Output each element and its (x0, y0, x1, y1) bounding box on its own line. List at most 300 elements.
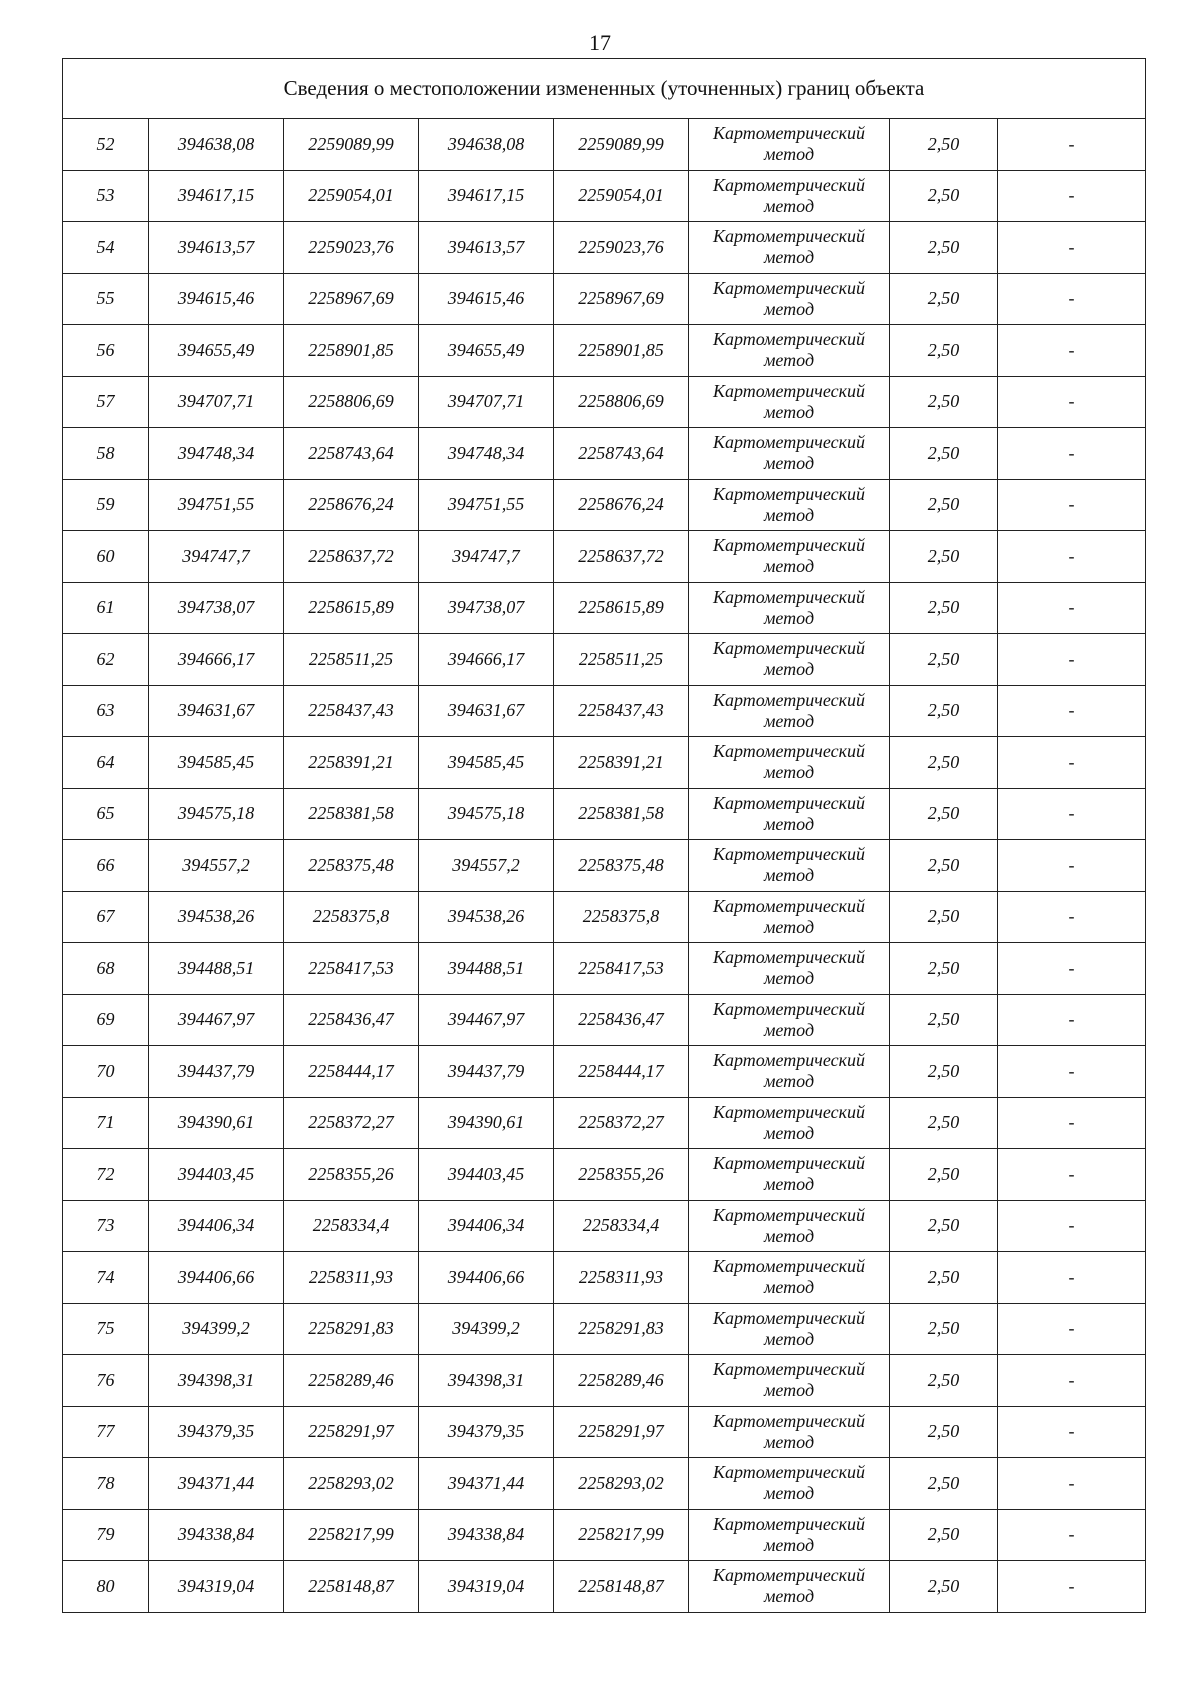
method-line-2: метод (763, 865, 815, 886)
method-line-1: Картометрический (712, 1565, 865, 1586)
method-line-2: метод (763, 247, 815, 268)
existing-x-cell: 394403,45 (149, 1149, 284, 1201)
table-row (63, 582, 1146, 634)
table-row (63, 531, 1146, 583)
method-cell (689, 376, 890, 428)
existing-x-cell: 394613,57 (149, 222, 284, 274)
accuracy-cell: 2,50 (890, 1509, 998, 1561)
table-row (63, 788, 1146, 840)
method-line-2: метод (763, 556, 815, 577)
existing-y-cell: 2258334,4 (284, 1200, 419, 1252)
note-cell: - (998, 891, 1146, 943)
note-cell: - (998, 1509, 1146, 1561)
existing-y-cell: 2258291,97 (284, 1406, 419, 1458)
refined-x-cell: 394751,55 (419, 479, 554, 531)
method-line-1: Картометрический (712, 329, 865, 350)
accuracy-cell: 2,50 (890, 1046, 998, 1098)
point-number-cell: 61 (63, 582, 149, 634)
refined-y-cell: 2258444,17 (554, 1046, 689, 1098)
refined-x-cell: 394613,57 (419, 222, 554, 274)
existing-y-cell: 2258381,58 (284, 788, 419, 840)
refined-x-cell: 394403,45 (419, 1149, 554, 1201)
coordinates-table (62, 58, 1146, 1613)
table-row (63, 376, 1146, 428)
existing-y-cell: 2258355,26 (284, 1149, 419, 1201)
refined-y-cell: 2258291,83 (554, 1303, 689, 1355)
method-line-1: Картометрический (712, 277, 865, 298)
note-cell: - (998, 1097, 1146, 1149)
refined-x-cell: 394631,67 (419, 685, 554, 737)
existing-x-cell: 394615,46 (149, 273, 284, 325)
method-line-2: метод (763, 1225, 815, 1246)
existing-x-cell: 394585,45 (149, 737, 284, 789)
accuracy-cell: 2,50 (890, 582, 998, 634)
accuracy-cell: 2,50 (890, 428, 998, 480)
table-row (63, 273, 1146, 325)
existing-y-cell: 2258437,43 (284, 685, 419, 737)
method-line-2: метод (763, 813, 815, 834)
existing-y-cell: 2258375,48 (284, 840, 419, 892)
existing-y-cell: 2258375,8 (284, 891, 419, 943)
note-cell: - (998, 119, 1146, 171)
refined-x-cell: 394437,79 (419, 1046, 554, 1098)
method-line-1: Картометрический (712, 689, 865, 710)
note-cell: - (998, 1200, 1146, 1252)
method-line-1: Картометрический (712, 586, 865, 607)
table-row (63, 1046, 1146, 1098)
method-cell (689, 1406, 890, 1458)
point-number-cell: 62 (63, 634, 149, 686)
refined-y-cell: 2258511,25 (554, 634, 689, 686)
refined-y-cell: 2258417,53 (554, 943, 689, 995)
accuracy-cell: 2,50 (890, 788, 998, 840)
method-line-1: Картометрический (712, 1101, 865, 1122)
existing-y-cell: 2259054,01 (284, 170, 419, 222)
method-line-2: метод (763, 1534, 815, 1555)
existing-x-cell: 394338,84 (149, 1509, 284, 1561)
accuracy-cell: 2,50 (890, 479, 998, 531)
refined-x-cell: 394319,04 (419, 1561, 554, 1613)
method-line-1: Картометрический (712, 1050, 865, 1071)
existing-y-cell: 2258637,72 (284, 531, 419, 583)
note-cell: - (998, 1149, 1146, 1201)
method-cell (689, 1149, 890, 1201)
method-line-2: метод (763, 659, 815, 680)
method-cell (689, 582, 890, 634)
note-cell: - (998, 1355, 1146, 1407)
existing-x-cell: 394398,31 (149, 1355, 284, 1407)
method-line-1: Картометрический (712, 792, 865, 813)
note-cell: - (998, 273, 1146, 325)
accuracy-cell: 2,50 (890, 1252, 998, 1304)
existing-x-cell: 394399,2 (149, 1303, 284, 1355)
table-row (63, 222, 1146, 274)
method-line-2: метод (763, 350, 815, 371)
method-line-1: Картометрический (712, 1204, 865, 1225)
point-number-cell: 72 (63, 1149, 149, 1201)
method-line-1: Картометрический (712, 174, 865, 195)
point-number-cell: 74 (63, 1252, 149, 1304)
refined-x-cell: 394398,31 (419, 1355, 554, 1407)
point-number-cell: 59 (63, 479, 149, 531)
existing-x-cell: 394390,61 (149, 1097, 284, 1149)
note-cell: - (998, 634, 1146, 686)
accuracy-cell: 2,50 (890, 634, 998, 686)
method-cell (689, 428, 890, 480)
note-cell: - (998, 1561, 1146, 1613)
method-cell (689, 1252, 890, 1304)
point-number-cell: 67 (63, 891, 149, 943)
method-line-1: Картометрический (712, 1256, 865, 1277)
accuracy-cell: 2,50 (890, 1149, 998, 1201)
point-number-cell: 68 (63, 943, 149, 995)
method-cell (689, 1303, 890, 1355)
table-row (63, 1200, 1146, 1252)
accuracy-cell: 2,50 (890, 1303, 998, 1355)
point-number-cell: 70 (63, 1046, 149, 1098)
refined-x-cell: 394575,18 (419, 788, 554, 840)
point-number-cell: 55 (63, 273, 149, 325)
point-number-cell: 78 (63, 1458, 149, 1510)
method-line-2: метод (763, 1122, 815, 1143)
method-cell (689, 994, 890, 1046)
method-cell (689, 531, 890, 583)
point-number-cell: 52 (63, 119, 149, 171)
refined-y-cell: 2258391,21 (554, 737, 689, 789)
refined-y-cell: 2258293,02 (554, 1458, 689, 1510)
note-cell: - (998, 788, 1146, 840)
method-line-2: метод (763, 968, 815, 989)
existing-x-cell: 394617,15 (149, 170, 284, 222)
existing-y-cell: 2258291,83 (284, 1303, 419, 1355)
method-cell (689, 685, 890, 737)
existing-y-cell: 2258806,69 (284, 376, 419, 428)
refined-x-cell: 394406,66 (419, 1252, 554, 1304)
method-cell (689, 170, 890, 222)
note-cell: - (998, 685, 1146, 737)
method-line-1: Картометрический (712, 1462, 865, 1483)
refined-y-cell: 2259054,01 (554, 170, 689, 222)
method-cell (689, 1458, 890, 1510)
existing-y-cell: 2258372,27 (284, 1097, 419, 1149)
refined-y-cell: 2258372,27 (554, 1097, 689, 1149)
refined-y-cell: 2258967,69 (554, 273, 689, 325)
method-line-1: Картометрический (712, 1359, 865, 1380)
note-cell: - (998, 1406, 1146, 1458)
refined-y-cell: 2258381,58 (554, 788, 689, 840)
refined-y-cell: 2258148,87 (554, 1561, 689, 1613)
refined-x-cell: 394467,97 (419, 994, 554, 1046)
note-cell: - (998, 737, 1146, 789)
existing-y-cell: 2258676,24 (284, 479, 419, 531)
note-cell: - (998, 582, 1146, 634)
table-row (63, 1458, 1146, 1510)
accuracy-cell: 2,50 (890, 737, 998, 789)
method-line-2: метод (763, 1071, 815, 1092)
refined-y-cell: 2258743,64 (554, 428, 689, 480)
table-row (63, 1149, 1146, 1201)
method-cell (689, 943, 890, 995)
table-row (63, 737, 1146, 789)
refined-y-cell: 2258676,24 (554, 479, 689, 531)
note-cell: - (998, 994, 1146, 1046)
method-line-2: метод (763, 453, 815, 474)
table-row (63, 325, 1146, 377)
table-caption-row (63, 59, 1146, 119)
note-cell: - (998, 840, 1146, 892)
existing-x-cell: 394655,49 (149, 325, 284, 377)
refined-x-cell: 394747,7 (419, 531, 554, 583)
refined-y-cell: 2258437,43 (554, 685, 689, 737)
accuracy-cell: 2,50 (890, 325, 998, 377)
refined-y-cell: 2258334,4 (554, 1200, 689, 1252)
method-line-1: Картометрический (712, 947, 865, 968)
method-line-1: Картометрический (712, 432, 865, 453)
existing-x-cell: 394379,35 (149, 1406, 284, 1458)
method-line-1: Картометрический (712, 638, 865, 659)
accuracy-cell: 2,50 (890, 1406, 998, 1458)
refined-y-cell: 2258806,69 (554, 376, 689, 428)
table-row (63, 119, 1146, 171)
refined-x-cell: 394738,07 (419, 582, 554, 634)
note-cell: - (998, 1252, 1146, 1304)
existing-y-cell: 2258311,93 (284, 1252, 419, 1304)
point-number-cell: 63 (63, 685, 149, 737)
table-row (63, 1509, 1146, 1561)
method-line-2: метод (763, 298, 815, 319)
point-number-cell: 71 (63, 1097, 149, 1149)
existing-x-cell: 394747,7 (149, 531, 284, 583)
accuracy-cell: 2,50 (890, 1458, 998, 1510)
point-number-cell: 58 (63, 428, 149, 480)
method-cell (689, 1097, 890, 1149)
method-cell (689, 1200, 890, 1252)
method-cell (689, 840, 890, 892)
point-number-cell: 57 (63, 376, 149, 428)
note-cell: - (998, 479, 1146, 531)
accuracy-cell: 2,50 (890, 273, 998, 325)
refined-x-cell: 394585,45 (419, 737, 554, 789)
point-number-cell: 69 (63, 994, 149, 1046)
existing-x-cell: 394319,04 (149, 1561, 284, 1613)
point-number-cell: 54 (63, 222, 149, 274)
refined-x-cell: 394617,15 (419, 170, 554, 222)
method-line-2: метод (763, 1380, 815, 1401)
point-number-cell: 77 (63, 1406, 149, 1458)
note-cell: - (998, 1046, 1146, 1098)
table-title: Сведения о местоположении измененных (уточненных) границ объекта (63, 59, 1146, 119)
point-number-cell: 80 (63, 1561, 149, 1613)
existing-x-cell: 394406,34 (149, 1200, 284, 1252)
note-cell: - (998, 943, 1146, 995)
method-line-2: метод (763, 504, 815, 525)
existing-y-cell: 2258289,46 (284, 1355, 419, 1407)
existing-x-cell: 394751,55 (149, 479, 284, 531)
method-line-1: Картометрический (712, 895, 865, 916)
refined-y-cell: 2258311,93 (554, 1252, 689, 1304)
existing-y-cell: 2258511,25 (284, 634, 419, 686)
method-line-2: метод (763, 195, 815, 216)
note-cell: - (998, 325, 1146, 377)
method-line-1: Картометрический (712, 535, 865, 556)
table-row (63, 1355, 1146, 1407)
method-line-2: метод (763, 144, 815, 165)
table-body (63, 59, 1146, 1613)
refined-y-cell: 2258375,8 (554, 891, 689, 943)
refined-x-cell: 394390,61 (419, 1097, 554, 1149)
table-row (63, 1252, 1146, 1304)
point-number-cell: 53 (63, 170, 149, 222)
method-line-2: метод (763, 401, 815, 422)
accuracy-cell: 2,50 (890, 943, 998, 995)
note-cell: - (998, 222, 1146, 274)
method-line-2: метод (763, 1586, 815, 1607)
method-line-1: Картометрический (712, 998, 865, 1019)
table-row (63, 840, 1146, 892)
refined-x-cell: 394399,2 (419, 1303, 554, 1355)
refined-y-cell: 2258436,47 (554, 994, 689, 1046)
note-cell: - (998, 376, 1146, 428)
refined-y-cell: 2258289,46 (554, 1355, 689, 1407)
method-cell (689, 891, 890, 943)
note-cell: - (998, 428, 1146, 480)
table-row (63, 1561, 1146, 1613)
method-cell (689, 325, 890, 377)
accuracy-cell: 2,50 (890, 170, 998, 222)
existing-x-cell: 394488,51 (149, 943, 284, 995)
existing-y-cell: 2258217,99 (284, 1509, 419, 1561)
existing-y-cell: 2258391,21 (284, 737, 419, 789)
existing-y-cell: 2259089,99 (284, 119, 419, 171)
existing-x-cell: 394738,07 (149, 582, 284, 634)
existing-x-cell: 394371,44 (149, 1458, 284, 1510)
note-cell: - (998, 531, 1146, 583)
point-number-cell: 64 (63, 737, 149, 789)
method-cell (689, 788, 890, 840)
existing-x-cell: 394638,08 (149, 119, 284, 171)
note-cell: - (998, 1303, 1146, 1355)
method-line-1: Картометрический (712, 380, 865, 401)
accuracy-cell: 2,50 (890, 994, 998, 1046)
existing-x-cell: 394575,18 (149, 788, 284, 840)
refined-x-cell: 394615,46 (419, 273, 554, 325)
page-number: 17 (589, 30, 611, 55)
refined-x-cell: 394538,26 (419, 891, 554, 943)
refined-x-cell: 394655,49 (419, 325, 554, 377)
table-row (63, 994, 1146, 1046)
point-number-cell: 66 (63, 840, 149, 892)
point-number-cell: 73 (63, 1200, 149, 1252)
existing-x-cell: 394557,2 (149, 840, 284, 892)
accuracy-cell: 2,50 (890, 891, 998, 943)
existing-x-cell: 394467,97 (149, 994, 284, 1046)
point-number-cell: 65 (63, 788, 149, 840)
refined-x-cell: 394748,34 (419, 428, 554, 480)
point-number-cell: 79 (63, 1509, 149, 1561)
existing-x-cell: 394437,79 (149, 1046, 284, 1098)
method-line-1: Картометрический (712, 123, 865, 144)
table-row (63, 170, 1146, 222)
existing-x-cell: 394631,67 (149, 685, 284, 737)
table-row (63, 1097, 1146, 1149)
refined-y-cell: 2258291,97 (554, 1406, 689, 1458)
table-row (63, 428, 1146, 480)
method-line-1: Картометрический (712, 226, 865, 247)
method-cell (689, 119, 890, 171)
existing-y-cell: 2258901,85 (284, 325, 419, 377)
method-cell (689, 634, 890, 686)
refined-y-cell: 2258901,85 (554, 325, 689, 377)
method-line-2: метод (763, 1431, 815, 1452)
existing-x-cell: 394538,26 (149, 891, 284, 943)
note-cell: - (998, 1458, 1146, 1510)
method-cell (689, 479, 890, 531)
method-line-2: метод (763, 1483, 815, 1504)
table-row (63, 1303, 1146, 1355)
accuracy-cell: 2,50 (890, 1561, 998, 1613)
refined-y-cell: 2258217,99 (554, 1509, 689, 1561)
method-line-2: метод (763, 607, 815, 628)
refined-y-cell: 2258375,48 (554, 840, 689, 892)
accuracy-cell: 2,50 (890, 1200, 998, 1252)
accuracy-cell: 2,50 (890, 531, 998, 583)
refined-x-cell: 394379,35 (419, 1406, 554, 1458)
accuracy-cell: 2,50 (890, 376, 998, 428)
table-row (63, 634, 1146, 686)
method-line-2: метод (763, 1328, 815, 1349)
refined-x-cell: 394707,71 (419, 376, 554, 428)
method-line-1: Картометрический (712, 1153, 865, 1174)
existing-y-cell: 2258417,53 (284, 943, 419, 995)
point-number-cell: 76 (63, 1355, 149, 1407)
table-row (63, 891, 1146, 943)
existing-x-cell: 394707,71 (149, 376, 284, 428)
existing-y-cell: 2258967,69 (284, 273, 419, 325)
method-cell (689, 1355, 890, 1407)
refined-x-cell: 394338,84 (419, 1509, 554, 1561)
accuracy-cell: 2,50 (890, 840, 998, 892)
coordinates-table-container (62, 58, 1145, 1613)
point-number-cell: 56 (63, 325, 149, 377)
refined-y-cell: 2258355,26 (554, 1149, 689, 1201)
method-line-1: Картометрический (712, 844, 865, 865)
method-line-2: метод (763, 1019, 815, 1040)
method-line-2: метод (763, 916, 815, 937)
accuracy-cell: 2,50 (890, 1097, 998, 1149)
method-cell (689, 222, 890, 274)
method-cell (689, 737, 890, 789)
method-cell (689, 1561, 890, 1613)
existing-y-cell: 2258436,47 (284, 994, 419, 1046)
table-row (63, 685, 1146, 737)
method-line-2: метод (763, 1277, 815, 1298)
existing-x-cell: 394666,17 (149, 634, 284, 686)
table-row (63, 1406, 1146, 1458)
table-row (63, 479, 1146, 531)
existing-y-cell: 2259023,76 (284, 222, 419, 274)
table-row (63, 943, 1146, 995)
refined-x-cell: 394371,44 (419, 1458, 554, 1510)
accuracy-cell: 2,50 (890, 685, 998, 737)
note-cell: - (998, 170, 1146, 222)
refined-y-cell: 2258637,72 (554, 531, 689, 583)
existing-y-cell: 2258743,64 (284, 428, 419, 480)
method-line-1: Картометрический (712, 483, 865, 504)
point-number-cell: 60 (63, 531, 149, 583)
accuracy-cell: 2,50 (890, 222, 998, 274)
method-line-1: Картометрический (712, 1410, 865, 1431)
method-line-2: метод (763, 1174, 815, 1195)
